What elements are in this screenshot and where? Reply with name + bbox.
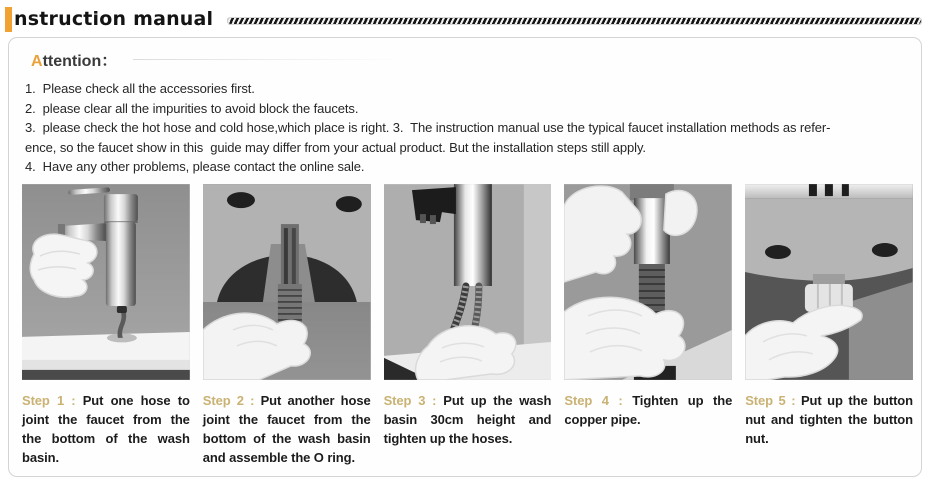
- attention-line: 1. Please check all the accessories first.: [25, 81, 255, 96]
- heading-rule: [133, 59, 403, 60]
- step-5-photo: [745, 184, 913, 380]
- page-title: nstruction manual: [14, 8, 214, 30]
- step-4-label: Step 4 :: [564, 392, 623, 408]
- step-2-photo: [203, 184, 371, 380]
- attention-line: 4. Have any other problems, please contact the online sale.: [25, 159, 365, 174]
- title-initial-bar-icon: [5, 7, 12, 32]
- step-1-photo: [22, 184, 190, 380]
- step-3-label: Step 3 :: [383, 392, 437, 408]
- attention-line: 2. please clear all the impurities to avoid block the faucets.: [25, 100, 359, 116]
- attention-title-rest: ttention: [42, 53, 102, 70]
- step-2-text: Put another hose joint the faucet from the bottom of the wash basin and assemble the O ring.: [202, 392, 371, 465]
- attention-title-accent: A: [31, 53, 43, 70]
- attention-list: [25, 79, 913, 177]
- attention-heading: [31, 48, 913, 71]
- step-5-caption: [745, 391, 913, 467]
- step-1-text: Put one hose to joint the faucet from the the bottom of the wash basin.: [22, 392, 190, 465]
- step-1-label: Step 1 :: [22, 392, 76, 408]
- attention-line: 3. please check the hot hose and cold hose,which place is right. 3. The instruction manual use the typical faucet installation methods as refer-: [25, 120, 831, 135]
- step-5-text: Put up the button nut and tighten the button nut.: [745, 392, 913, 446]
- attention-title-colon: ：: [101, 53, 118, 70]
- step-3-photo: [384, 184, 552, 380]
- attention-title: [31, 48, 117, 71]
- step-5-label: Step 5 :: [745, 392, 796, 408]
- step-4-caption: [564, 391, 732, 467]
- step-1-caption: [22, 391, 190, 467]
- page-header: [0, 0, 930, 32]
- step-3-text: Put up the wash basin 30cm height and tighten up the hoses.: [383, 392, 552, 446]
- attention-box: [8, 37, 922, 477]
- step-4-text: Tighten up the copper pipe.: [564, 392, 733, 427]
- attention-line: ence, so the faucet show in this guide may differ from your actual product. But the installation steps still apply.: [25, 139, 646, 155]
- step-captions: [22, 391, 913, 467]
- header-hatched-rule: [227, 17, 922, 25]
- step-4-photo: [564, 184, 732, 380]
- step-2-label: Step 2 :: [202, 392, 255, 408]
- installation-photos: [22, 184, 913, 380]
- step-2-caption: [203, 391, 371, 467]
- step-3-caption: [384, 391, 552, 467]
